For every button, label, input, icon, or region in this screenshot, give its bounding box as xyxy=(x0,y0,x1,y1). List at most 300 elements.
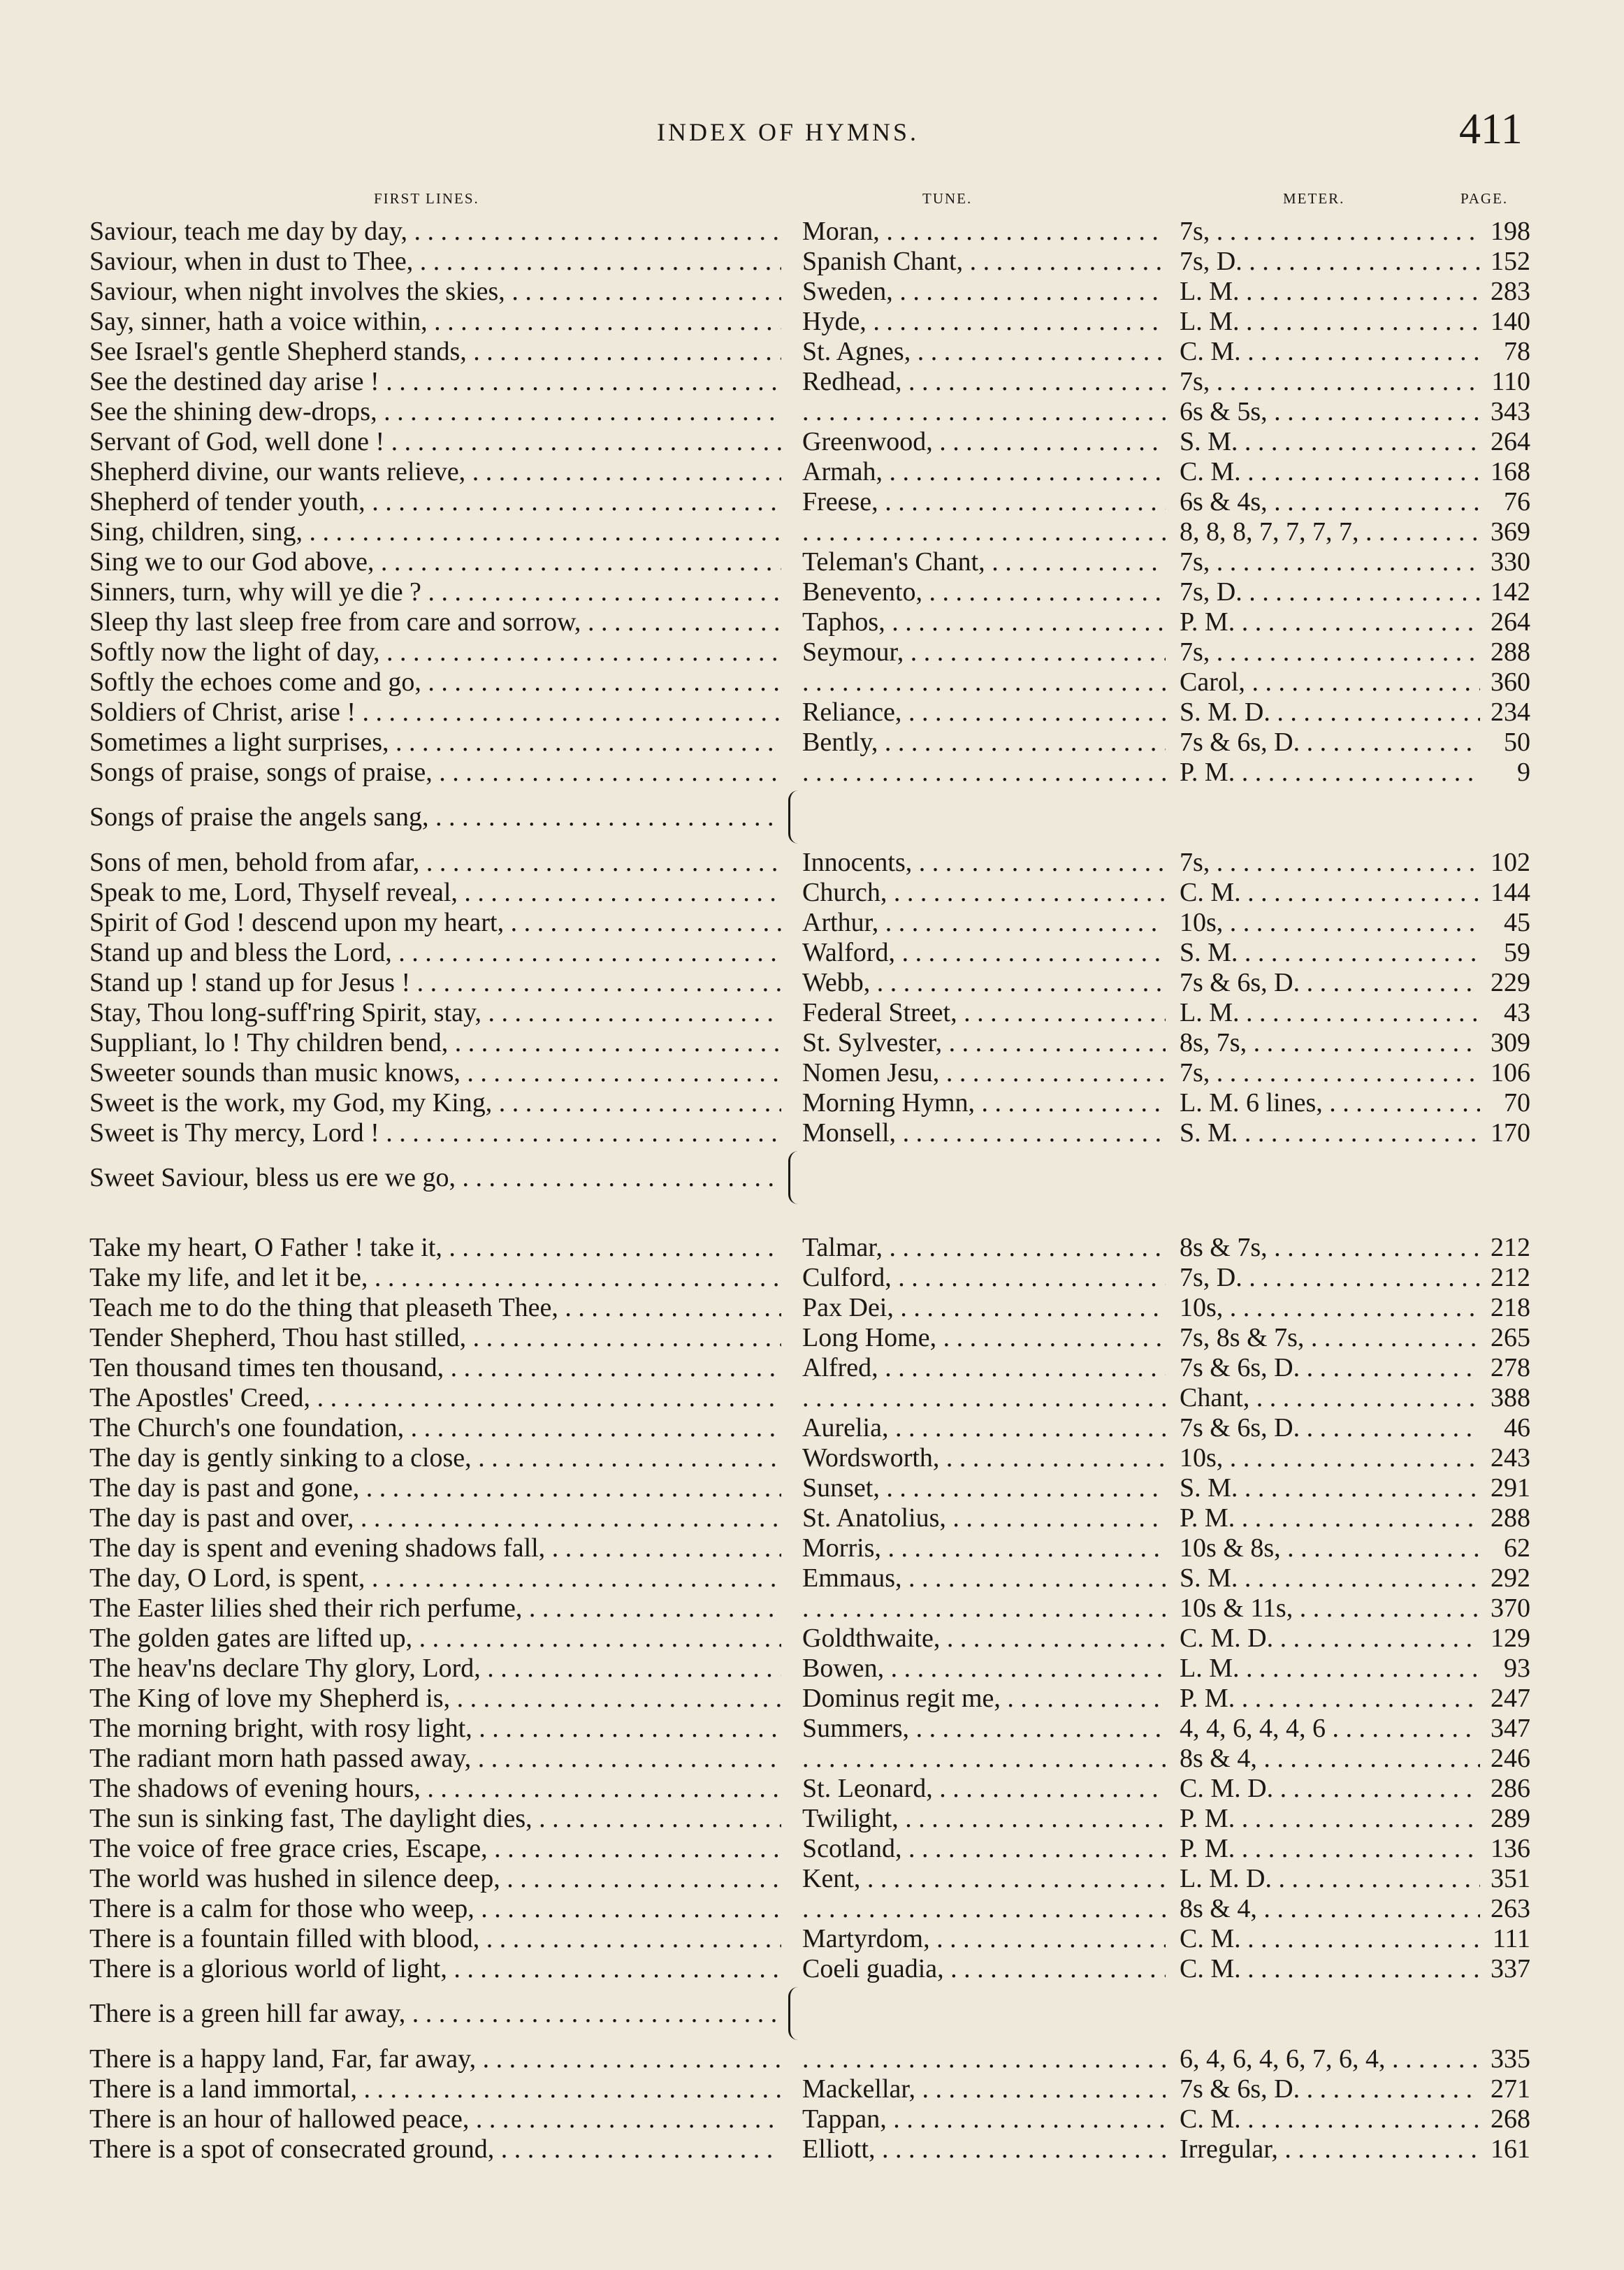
tune-name: Dominus regit me, . . . xyxy=(802,1684,1166,1713)
tune-cell xyxy=(802,2044,1166,2074)
index-row xyxy=(0,1148,1624,1208)
page-value: 45 xyxy=(1504,908,1530,937)
page-cell xyxy=(1480,427,1530,457)
tune-cell xyxy=(802,1413,1166,1443)
first-line-cell xyxy=(89,1804,781,1834)
tune-cell xyxy=(802,367,1166,397)
meter-cell xyxy=(1180,667,1480,697)
index-row xyxy=(0,788,1624,848)
page-value: 288 xyxy=(1491,637,1530,667)
meter-value: C. M. D. . . . xyxy=(1180,1774,1480,1803)
first-line-cell xyxy=(89,1684,781,1714)
tune-name: Redhead, . . . xyxy=(802,367,1166,396)
meter-value: 7s & 6s, D. . . . xyxy=(1180,728,1480,757)
meter-value: 7s, . . . xyxy=(1180,637,1480,667)
meter-value: L. M. . . . xyxy=(1180,277,1480,306)
page-cell xyxy=(1480,1593,1530,1624)
page-value: 264 xyxy=(1491,427,1530,456)
meter-cell xyxy=(1180,457,1480,487)
index-row xyxy=(0,2044,1624,2074)
page-value: 271 xyxy=(1491,2074,1530,2104)
page-cell xyxy=(1480,1714,1530,1744)
page-cell xyxy=(1480,1894,1530,1924)
page-cell xyxy=(1480,1864,1530,1894)
tune-name: Greenwood, . . . xyxy=(802,427,1166,456)
meter-cell xyxy=(1180,307,1480,337)
page-cell xyxy=(1480,547,1530,577)
meter-value: L. M. . . . xyxy=(1180,998,1480,1027)
tune-cell xyxy=(802,307,1166,337)
meter-value: 8, 8, 8, 7, 7, 7, 7, . . . xyxy=(1180,517,1480,547)
first-line: There is a calm for those who weep, . . . xyxy=(89,1894,781,1923)
first-line: Sweeter sounds than music knows, . . . xyxy=(89,1058,781,1087)
meter-cell xyxy=(1180,1503,1480,1533)
page-cell xyxy=(1480,1293,1530,1323)
tune-name: Innocents, . . . xyxy=(802,848,1166,877)
page-value: 283 xyxy=(1491,277,1530,306)
meter-value: C. M. . . . xyxy=(1180,2104,1480,2134)
index-row xyxy=(0,1654,1624,1684)
meter-cell xyxy=(1180,2134,1480,2164)
page-value: 152 xyxy=(1491,247,1530,276)
tune-name: Sunset, . . . xyxy=(802,1473,1166,1503)
page-value: 218 xyxy=(1491,1293,1530,1322)
first-line: Stay, Thou long-suff'ring Spirit, stay, . . . xyxy=(89,998,781,1027)
meter-cell xyxy=(1180,1624,1480,1654)
tune-cell xyxy=(802,487,1166,517)
meter-value: C. M. . . . xyxy=(1180,337,1480,366)
first-line: Suppliant, lo ! Thy children bend, . . . xyxy=(89,1028,781,1057)
meter-cell xyxy=(1180,1774,1480,1804)
first-line: The golden gates are lifted up, . . . xyxy=(89,1624,781,1653)
page-value: 289 xyxy=(1491,1804,1530,1833)
page-value: 168 xyxy=(1491,457,1530,486)
meter-cell xyxy=(1180,1383,1480,1413)
meter-cell xyxy=(1180,1654,1480,1684)
first-line-cell xyxy=(89,1894,781,1924)
meter-cell xyxy=(1180,968,1480,998)
index-row xyxy=(0,397,1624,427)
index-row xyxy=(0,1058,1624,1088)
tune-cell xyxy=(802,1233,1166,1263)
page-value: 388 xyxy=(1491,1383,1530,1412)
page-cell xyxy=(1480,487,1530,517)
first-line-cell xyxy=(89,1774,781,1804)
first-line: Sweet Saviour, bless us ere we go, . . . xyxy=(89,1163,781,1192)
tune-cell xyxy=(802,2134,1166,2164)
meter-value: C. M. . . . xyxy=(1180,878,1480,907)
tune-name xyxy=(802,517,1166,547)
index-row xyxy=(0,1894,1624,1924)
first-line-cell xyxy=(89,1473,781,1503)
meter-value: S. M. . . . xyxy=(1180,1563,1480,1593)
page-cell xyxy=(1480,1323,1530,1353)
first-line-cell xyxy=(89,1533,781,1563)
meter-value: 7s, . . . xyxy=(1180,1058,1480,1087)
index-row xyxy=(0,1233,1624,1263)
first-line-cell xyxy=(89,427,781,457)
meter-cell xyxy=(1180,697,1480,728)
tune-cell xyxy=(802,247,1166,277)
tune-name: Tappan, . . . xyxy=(802,2104,1166,2134)
first-line: Spirit of God ! descend upon my heart, . . . xyxy=(89,908,781,937)
tune-name: Goldthwaite, . . . xyxy=(802,1624,1166,1653)
first-line: The Apostles' Creed, . . . xyxy=(89,1383,781,1412)
page-value: 144 xyxy=(1491,878,1530,907)
tune-name: Taphos, . . . xyxy=(802,607,1166,637)
meter-cell xyxy=(1180,1714,1480,1744)
page-cell xyxy=(1480,1744,1530,1774)
tune-cell xyxy=(802,1533,1166,1563)
meter-cell xyxy=(1180,547,1480,577)
page-value: 170 xyxy=(1491,1118,1530,1148)
meter-cell xyxy=(1180,217,1480,247)
meter-cell xyxy=(1180,1118,1480,1148)
first-line-cell xyxy=(89,1118,781,1148)
tune-cell xyxy=(802,848,1166,878)
tune-cell xyxy=(802,1924,1166,1954)
meter-value: 10s, . . . xyxy=(1180,908,1480,937)
index-block-t xyxy=(0,1233,1624,2164)
meter-value: 4, 4, 6, 4, 4, 6 . . . xyxy=(1180,1714,1480,1743)
page-cell xyxy=(1480,1924,1530,1954)
page-value: 330 xyxy=(1491,547,1530,577)
first-line-cell xyxy=(89,1028,781,1058)
tune-cell xyxy=(802,1774,1166,1804)
tune-cell xyxy=(802,1714,1166,1744)
meter-cell xyxy=(1180,2044,1480,2074)
index-row xyxy=(0,1563,1624,1593)
meter-value: S. M. D. . . . xyxy=(1180,697,1480,727)
page-cell xyxy=(1480,1088,1530,1118)
tune-name: Teleman's Chant, . . . xyxy=(802,547,1166,577)
page-cell xyxy=(1480,397,1530,427)
page-value: 76 xyxy=(1504,487,1530,516)
page-cell xyxy=(1480,1684,1530,1714)
first-line: Teach me to do the thing that pleaseth Thee, . . . xyxy=(89,1293,781,1322)
first-line-cell xyxy=(89,1383,781,1413)
first-line: Say, sinner, hath a voice within, . . . xyxy=(89,307,781,336)
first-line: Sinners, turn, why will ye die ? . . . xyxy=(89,577,781,607)
first-line: There is a happy land, Far, far away, . . . xyxy=(89,2044,781,2074)
meter-value: Chant, . . . xyxy=(1180,1383,1480,1412)
index-row xyxy=(0,1383,1624,1413)
first-line: Songs of praise the angels sang, . . . xyxy=(89,802,781,832)
index-row xyxy=(0,1924,1624,1954)
tune-name: Seymour, . . . xyxy=(802,637,1166,667)
first-line-cell xyxy=(89,667,781,697)
index-row xyxy=(0,667,1624,697)
page-cell xyxy=(1480,1443,1530,1473)
index-row xyxy=(0,337,1624,367)
first-line: Shepherd of tender youth, . . . xyxy=(89,487,781,516)
index-row xyxy=(0,938,1624,968)
index-row xyxy=(0,427,1624,457)
meter-cell xyxy=(1180,637,1480,667)
first-line: The King of love my Shepherd is, . . . xyxy=(89,1684,781,1713)
page-value: 129 xyxy=(1491,1624,1530,1653)
meter-value: 8s & 4, . . . xyxy=(1180,1894,1480,1923)
meter-value: L. M. 6 lines, . . . xyxy=(1180,1088,1480,1118)
tune-cell xyxy=(802,1353,1166,1383)
index-row xyxy=(0,487,1624,517)
first-line-cell xyxy=(89,1353,781,1383)
first-line: Take my life, and let it be, . . . xyxy=(89,1263,781,1292)
tune-name: Spanish Chant, . . . xyxy=(802,247,1166,276)
first-line: Softly the echoes come and go, . . . xyxy=(89,667,781,697)
meter-value: 7s & 6s, D. . . . xyxy=(1180,1353,1480,1382)
meter-cell xyxy=(1180,1353,1480,1383)
page-cell xyxy=(1480,1233,1530,1263)
tune-cell xyxy=(802,968,1166,998)
first-line-cell xyxy=(89,577,781,607)
tune-cell xyxy=(802,2104,1166,2134)
page-cell xyxy=(1480,968,1530,998)
page-value: 265 xyxy=(1491,1323,1530,1352)
page-value: 229 xyxy=(1491,968,1530,997)
page-cell xyxy=(1480,848,1530,878)
meter-value: C. M. . . . xyxy=(1180,1954,1480,1983)
first-line: Take my heart, O Father ! take it, . . . xyxy=(89,1233,781,1262)
first-line-cell xyxy=(89,1954,781,1984)
first-line-cell xyxy=(89,337,781,367)
page-cell xyxy=(1480,1834,1530,1864)
page-cell xyxy=(1480,2134,1530,2164)
page-cell xyxy=(1480,1503,1530,1533)
meter-cell xyxy=(1180,2074,1480,2104)
tune-name: Federal Street, . . . xyxy=(802,998,1166,1027)
index-row xyxy=(0,1744,1624,1774)
meter-value: 6, 4, 6, 4, 6, 7, 6, 4, . . . xyxy=(1180,2044,1480,2074)
page-value: 351 xyxy=(1491,1864,1530,1893)
tune-cell xyxy=(802,1864,1166,1894)
first-line: The day is past and gone, . . . xyxy=(89,1473,781,1503)
meter-value: C. M. . . . xyxy=(1180,1924,1480,1953)
page-value: 286 xyxy=(1491,1774,1530,1803)
first-line: Ten thousand times ten thousand, . . . xyxy=(89,1353,781,1382)
first-line: The sun is sinking fast, The daylight dies, . . . xyxy=(89,1804,781,1833)
first-line: Sweet is the work, my God, my King, . . . xyxy=(89,1088,781,1118)
meter-value: L. M. D. . . . xyxy=(1180,1864,1480,1893)
page-cell xyxy=(1480,217,1530,247)
index-row xyxy=(0,728,1624,758)
tune-name xyxy=(802,667,1166,697)
meter-cell xyxy=(1180,1263,1480,1293)
first-line: The morning bright, with rosy light, . . . xyxy=(89,1714,781,1743)
page-value: 212 xyxy=(1491,1263,1530,1292)
tune-cell xyxy=(802,1088,1166,1118)
tune-name: Pax Dei, . . . xyxy=(802,1293,1166,1322)
page-cell xyxy=(1480,1473,1530,1503)
page-value: 278 xyxy=(1491,1353,1530,1382)
meter-cell xyxy=(1180,1804,1480,1834)
meter-cell xyxy=(1180,1323,1480,1353)
tune-name: Moran, . . . xyxy=(802,217,1166,246)
meter-value: Carol, . . . xyxy=(1180,667,1480,697)
first-line-cell xyxy=(89,802,781,832)
index-row xyxy=(0,758,1624,788)
first-line-cell xyxy=(89,2134,781,2164)
first-line-cell xyxy=(89,397,781,427)
meter-cell xyxy=(1180,1593,1480,1624)
page-cell xyxy=(1480,908,1530,938)
meter-cell xyxy=(1180,1088,1480,1118)
tune-cell xyxy=(802,637,1166,667)
page-value: 62 xyxy=(1504,1533,1530,1563)
meter-cell xyxy=(1180,998,1480,1028)
tune-cell xyxy=(802,1503,1166,1533)
meter-cell xyxy=(1180,277,1480,307)
first-line-cell xyxy=(89,1323,781,1353)
tune-name: Hyde, . . . xyxy=(802,307,1166,336)
first-line-cell xyxy=(89,1624,781,1654)
first-line: The radiant morn hath passed away, . . . xyxy=(89,1744,781,1773)
page-value: 70 xyxy=(1504,1088,1530,1118)
page-cell xyxy=(1480,1563,1530,1593)
first-line-cell xyxy=(89,1593,781,1624)
index-row xyxy=(0,1684,1624,1714)
page-value: 93 xyxy=(1504,1654,1530,1683)
index-row xyxy=(0,307,1624,337)
tune-cell xyxy=(802,1473,1166,1503)
meter-cell xyxy=(1180,367,1480,397)
meter-value: P. M. . . . xyxy=(1180,607,1480,637)
tune-cell xyxy=(802,1684,1166,1714)
meter-cell xyxy=(1180,577,1480,607)
meter-cell xyxy=(1180,2104,1480,2134)
meter-value: 6s & 4s, . . . xyxy=(1180,487,1480,516)
page-cell xyxy=(1480,728,1530,758)
tune-name: Twilight, . . . xyxy=(802,1804,1166,1833)
page-cell xyxy=(1480,697,1530,728)
page-value: 198 xyxy=(1491,217,1530,246)
page-cell xyxy=(1480,1118,1530,1148)
page-cell xyxy=(1480,667,1530,697)
column-header-meter: METER. xyxy=(1283,190,1345,207)
meter-cell xyxy=(1180,1954,1480,1984)
meter-cell xyxy=(1180,427,1480,457)
meter-cell xyxy=(1180,1894,1480,1924)
tune-cell xyxy=(802,1954,1166,1984)
tune-name xyxy=(802,1744,1166,1773)
tune-name: St. Anatolius, . . . xyxy=(802,1503,1166,1533)
meter-value: C. M. D. . . . xyxy=(1180,1624,1480,1653)
tune-name: Wordsworth, . . . xyxy=(802,1443,1166,1473)
meter-cell xyxy=(1180,1413,1480,1443)
page-value: 291 xyxy=(1491,1473,1530,1503)
meter-value: S. M. . . . xyxy=(1180,1473,1480,1503)
first-line: There is a green hill far away, . . . xyxy=(89,1999,781,2028)
page-cell xyxy=(1480,607,1530,637)
first-line: Tender Shepherd, Thou hast stilled, . . . xyxy=(89,1323,781,1352)
index-row xyxy=(0,637,1624,667)
first-line-cell xyxy=(89,1233,781,1263)
first-line: There is a glorious world of light, . . . xyxy=(89,1954,781,1983)
index-row xyxy=(0,1353,1624,1383)
meter-value: 10s & 8s, . . . xyxy=(1180,1533,1480,1563)
first-line-cell xyxy=(89,1163,781,1193)
tune-name: Kent, . . . xyxy=(802,1864,1166,1893)
tune-name: Morris, . . . xyxy=(802,1533,1166,1563)
meter-value: 6s & 5s, . . . xyxy=(1180,397,1480,426)
meter-value: P. M. . . . xyxy=(1180,758,1480,787)
first-line-cell xyxy=(89,758,781,788)
tune-name: Bowen, . . . xyxy=(802,1654,1166,1683)
first-line-cell xyxy=(89,938,781,968)
page-cell xyxy=(1480,1028,1530,1058)
tune-cell xyxy=(802,1624,1166,1654)
tune-cell xyxy=(802,1744,1166,1774)
meter-value: 7s & 6s, D. . . . xyxy=(1180,2074,1480,2104)
tune-cell xyxy=(802,1894,1166,1924)
meter-cell xyxy=(1180,1684,1480,1714)
first-line-cell xyxy=(89,607,781,637)
tune-name: Freese, . . . xyxy=(802,487,1166,516)
index-row xyxy=(0,1118,1624,1148)
column-header-tune: TUNE. xyxy=(922,190,973,207)
first-line-cell xyxy=(89,247,781,277)
page-number: 411 xyxy=(1459,106,1523,153)
first-line: Servant of God, well done ! . . . xyxy=(89,427,781,456)
tune-name: Arthur, . . . xyxy=(802,908,1166,937)
tune-cell xyxy=(802,1593,1166,1624)
tune-cell xyxy=(802,908,1166,938)
page-value: 161 xyxy=(1491,2134,1530,2164)
first-line: Songs of praise, songs of praise, . . . xyxy=(89,758,781,787)
page-cell xyxy=(1480,1353,1530,1383)
first-line: The shadows of evening hours, . . . xyxy=(89,1774,781,1803)
page-value: 106 xyxy=(1491,1058,1530,1087)
tune-name: Armah, . . . xyxy=(802,457,1166,486)
index-row xyxy=(0,1293,1624,1323)
first-line: There is a land immortal, . . . xyxy=(89,2074,781,2104)
page-value: 136 xyxy=(1491,1834,1530,1863)
first-line-cell xyxy=(89,1924,781,1954)
index-row xyxy=(0,1954,1624,1984)
tune-cell xyxy=(802,878,1166,908)
first-line-cell xyxy=(89,848,781,878)
meter-cell xyxy=(1180,878,1480,908)
page-cell xyxy=(1480,998,1530,1028)
meter-cell xyxy=(1180,728,1480,758)
first-line-cell xyxy=(89,217,781,247)
index-row xyxy=(0,908,1624,938)
page-cell xyxy=(1480,247,1530,277)
tune-cell xyxy=(802,607,1166,637)
first-line-cell xyxy=(89,1443,781,1473)
meter-cell xyxy=(1180,1233,1480,1263)
page-value: 263 xyxy=(1491,1894,1530,1923)
tune-cell xyxy=(802,397,1166,427)
tune-name: Emmaus, . . . xyxy=(802,1563,1166,1593)
index-row xyxy=(0,1834,1624,1864)
first-line-cell xyxy=(89,1654,781,1684)
brace-mark xyxy=(788,1151,800,1204)
tune-cell xyxy=(802,1834,1166,1864)
first-line-cell xyxy=(89,1864,781,1894)
page-value: 43 xyxy=(1504,998,1530,1027)
meter-cell xyxy=(1180,1744,1480,1774)
meter-cell xyxy=(1180,1443,1480,1473)
first-line-cell xyxy=(89,998,781,1028)
meter-value: S. M. . . . xyxy=(1180,1118,1480,1148)
page-value: 264 xyxy=(1491,607,1530,637)
first-line-cell xyxy=(89,1413,781,1443)
tune-cell xyxy=(802,277,1166,307)
tune-cell xyxy=(802,1263,1166,1293)
meter-value: 8s & 4, . . . xyxy=(1180,1744,1480,1773)
tune-name: Alfred, . . . xyxy=(802,1353,1166,1382)
